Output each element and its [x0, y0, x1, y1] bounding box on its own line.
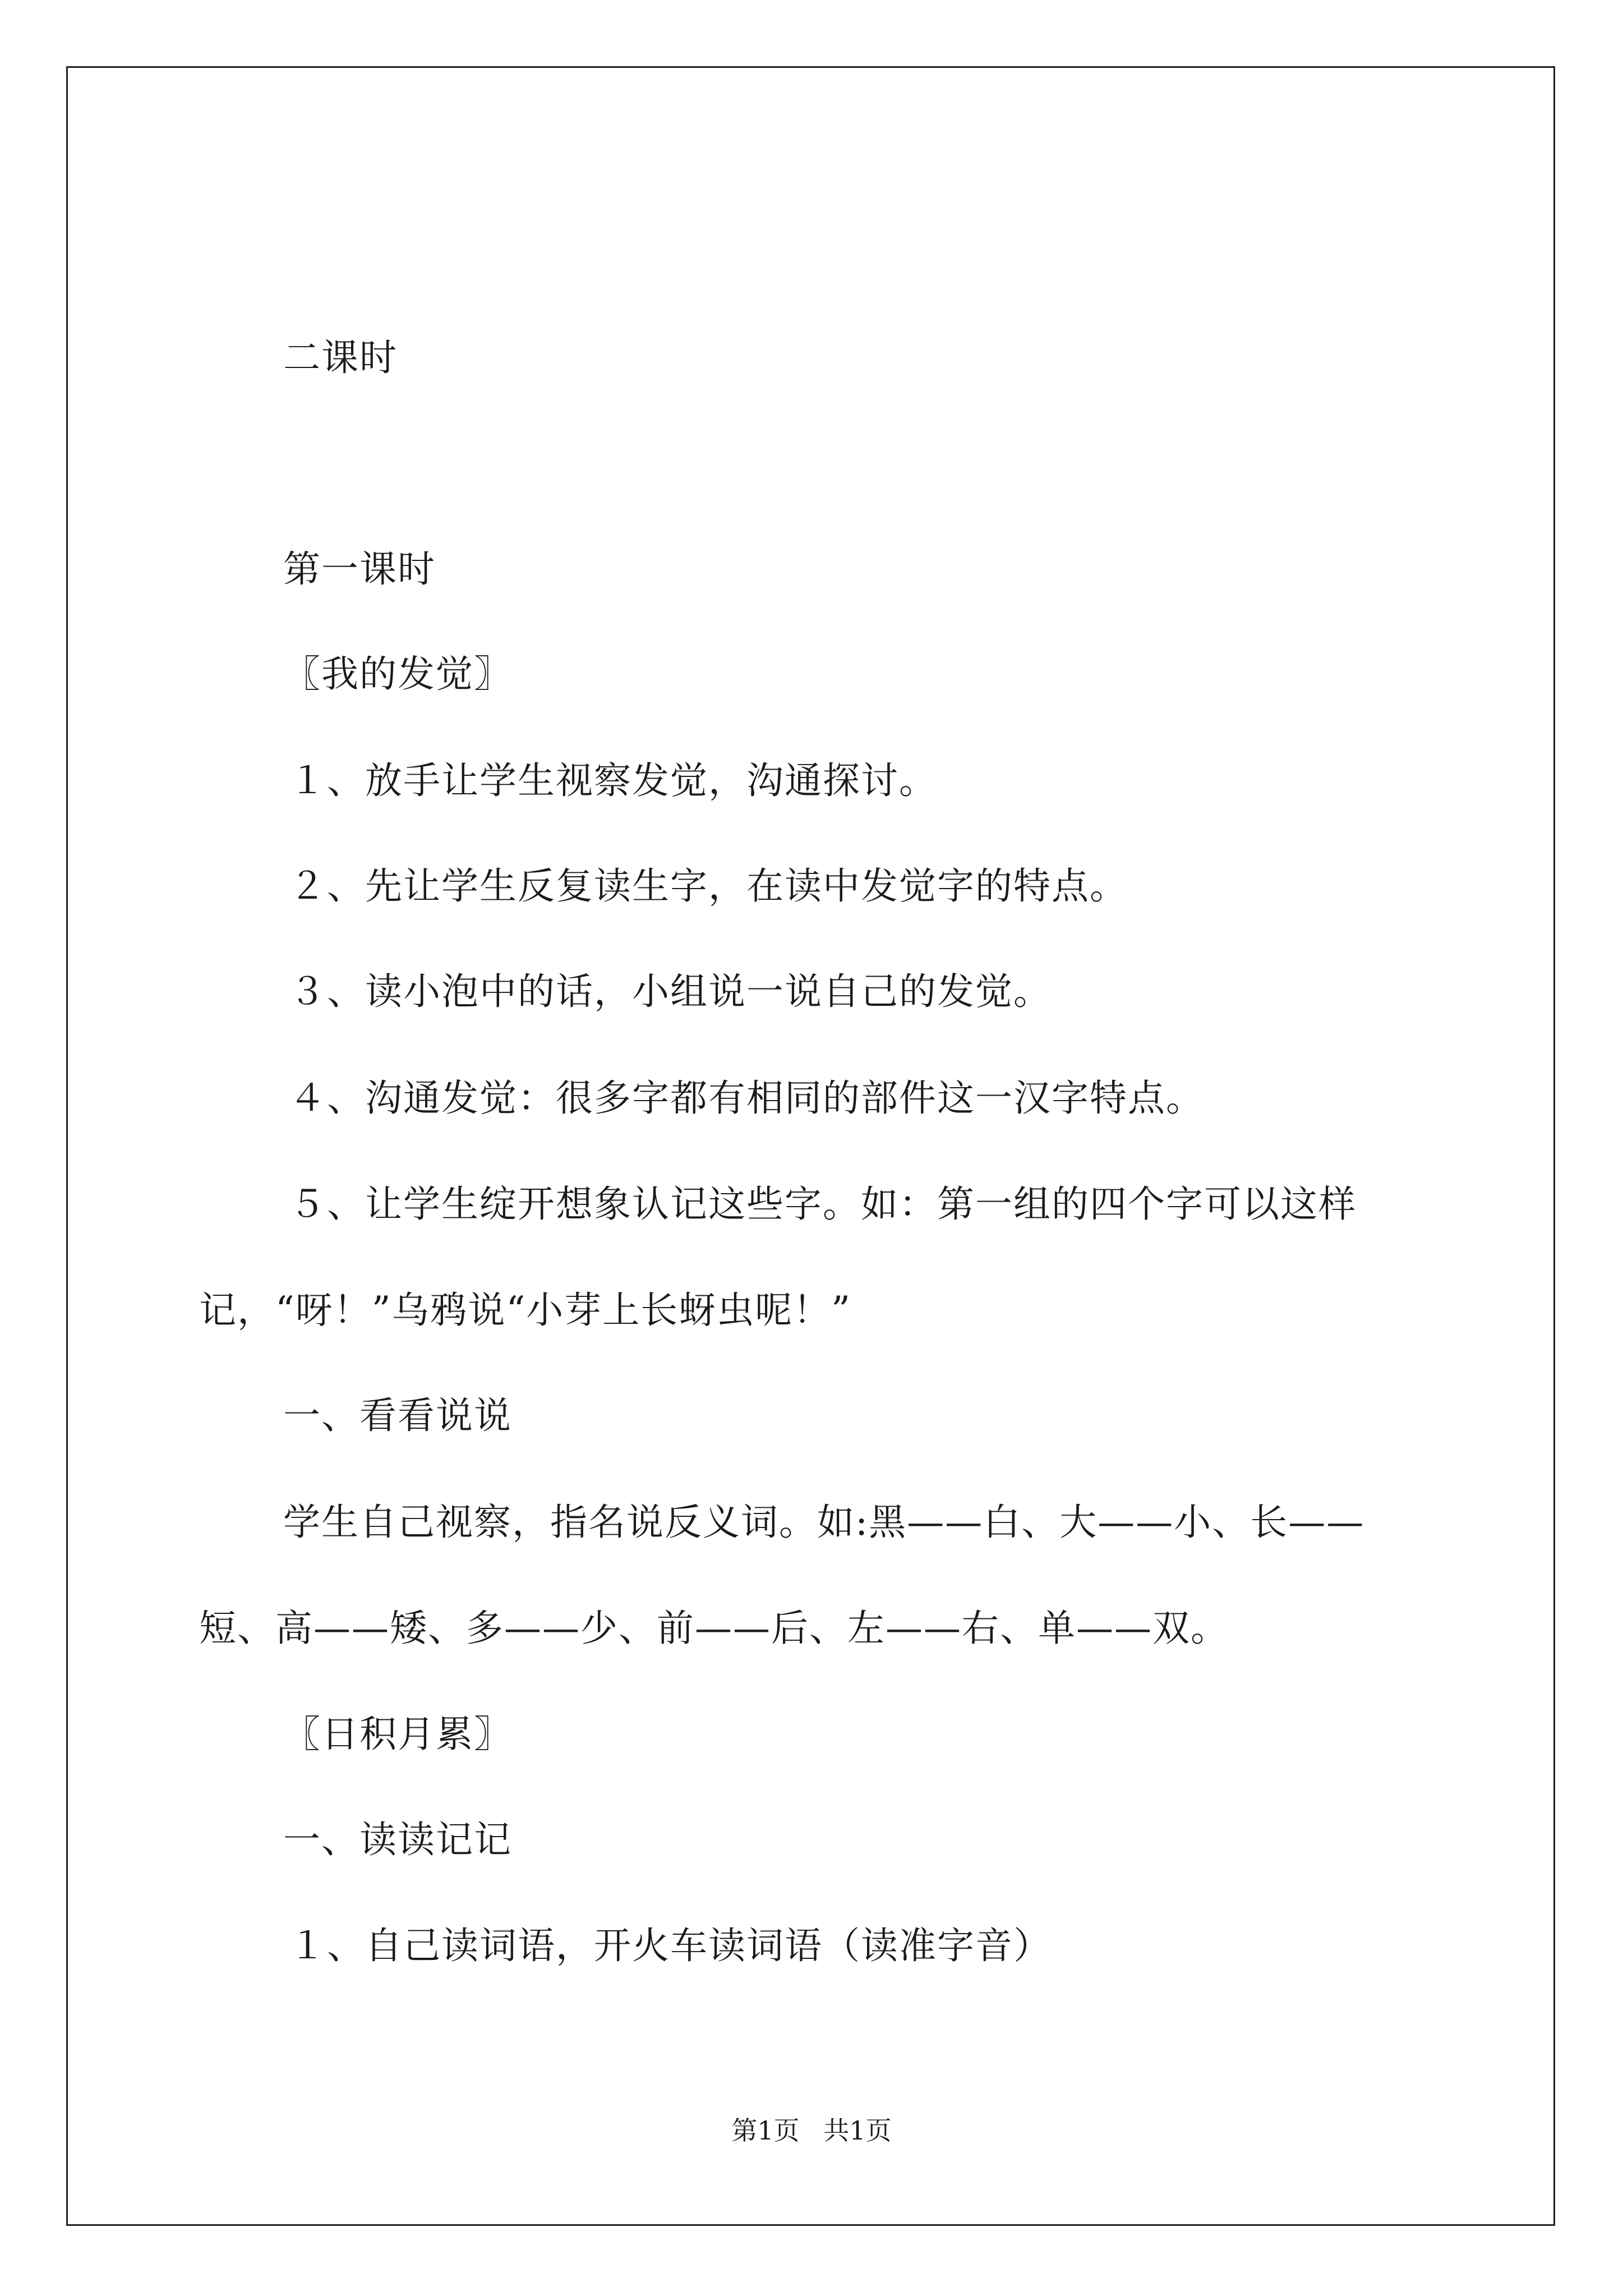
lesson-count-heading: 二课时 [283, 336, 398, 379]
paragraph-item-4: ４、沟通发觉：很多字都有相同的部件这一汉字特点。 [289, 1076, 1204, 1120]
page-footer [0, 2114, 1623, 2147]
section-daily-accumulation: 〖日积月累〗 [283, 1713, 512, 1756]
paragraph-read-words: １、自己读词语，开火车读词语（读准字音） [289, 1924, 1052, 1967]
paragraph-item-5-continued: 记，“呀！”乌鸦说“小芽上长蚜虫呢！” [199, 1289, 851, 1332]
paragraph-item-3: ３、读小泡中的话，小组说一说自己的发觉。 [289, 970, 1052, 1013]
paragraph-item-2: ２、先让学生反复读生字，在读中发觉字的特点。 [289, 864, 1128, 908]
page-number: 第1页 [731, 2115, 800, 2146]
paragraph-antonyms-continued: 短、高——矮、多——少、前——后、左——右、单——双。 [199, 1607, 1229, 1650]
paragraph-item-1: １、放手让学生视察发觉，沟通探讨。 [289, 759, 937, 802]
section-look-and-say: 一、看看说说 [283, 1394, 512, 1437]
section-read-and-remember: 一、读读记记 [283, 1818, 512, 1861]
page-border [66, 66, 1555, 2226]
section-my-discovery: 〖我的发觉〗 [283, 652, 512, 696]
paragraph-item-5: ５、让学生绽开想象认记这些字。如：第一组的四个字可以这样 [289, 1182, 1357, 1226]
total-pages: 共1页 [823, 2115, 892, 2146]
first-lesson-heading: 第一课时 [283, 547, 436, 591]
paragraph-antonyms: 学生自己视察，指名说反义词。如:黑——白、大——小、长—— [283, 1501, 1365, 1544]
